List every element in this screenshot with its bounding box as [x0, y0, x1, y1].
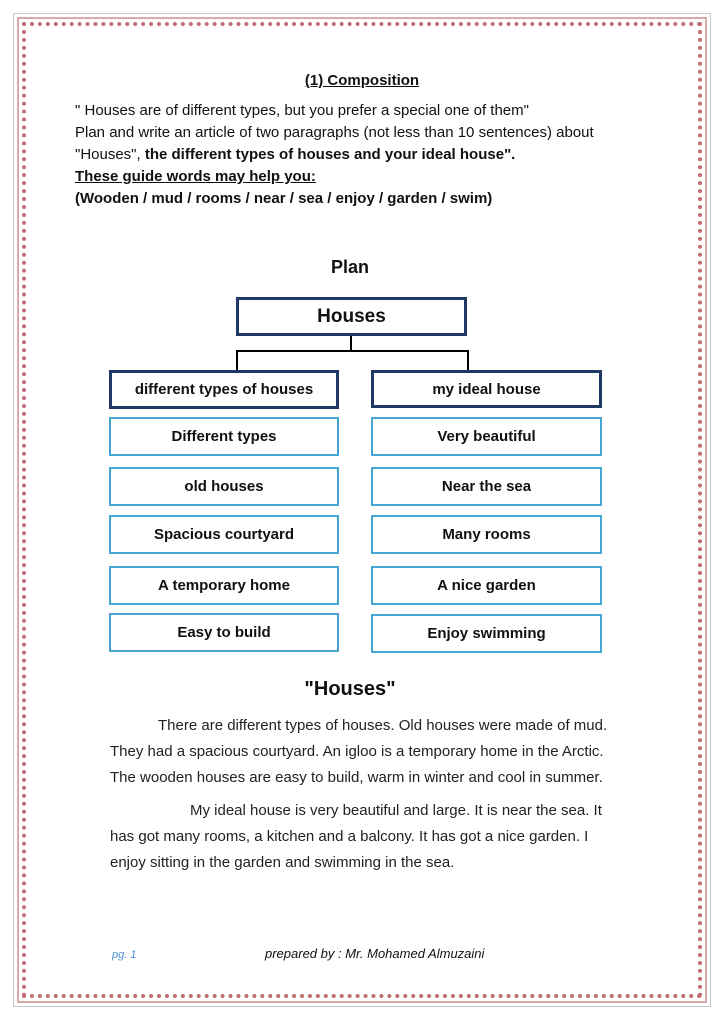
- connector-stem: [350, 336, 352, 351]
- guide-heading: These guide words may help you:: [75, 168, 316, 185]
- instruction-topic-bold: the different types of houses and your ideal house".: [144, 146, 516, 163]
- instructions: [75, 100, 665, 210]
- left-item-2: old houses: [109, 467, 339, 506]
- right-item-3: Many rooms: [371, 515, 602, 554]
- essay-body: [110, 713, 610, 876]
- left-item-5: Easy to build: [109, 613, 339, 652]
- left-item-1: Different types: [109, 417, 339, 456]
- connector-right: [467, 350, 469, 370]
- left-branch-header: different types of houses: [109, 370, 339, 409]
- right-item-1: Very beautiful: [371, 417, 602, 456]
- instruction-topic: [75, 144, 665, 166]
- left-item-3: Spacious courtyard: [109, 515, 339, 554]
- essay-title: "Houses": [304, 678, 396, 700]
- right-item-5: Enjoy swimming: [371, 614, 602, 653]
- author-credit: prepared by : Mr. Mohamed Almuzaini: [265, 946, 485, 961]
- right-item-4: A nice garden: [371, 566, 602, 605]
- right-item-2: Near the sea: [371, 467, 602, 506]
- guide-words: (Wooden / mud / rooms / near / sea / enjoy / garden / swim): [75, 190, 493, 207]
- right-branch-header: my ideal house: [371, 370, 602, 408]
- plan-root-box: Houses: [236, 297, 467, 336]
- page-number: pg. 1: [112, 949, 137, 961]
- instruction-quote: " Houses are of different types, but you prefer a special one of them": [75, 102, 529, 119]
- connector-bar: [236, 350, 469, 352]
- plan-title: Plan: [330, 257, 369, 277]
- instruction-topic-normal: "Houses",: [75, 146, 145, 163]
- essay-paragraph-2: My ideal house is very beautiful and large. It is near the sea. It has got many rooms, a kitchen and a balcony. It has got a nice garden. I enjoy sitting in the garden and swimming in the sea.: [110, 802, 602, 871]
- instruction-task: Plan and write an article of two paragraphs (not less than 10 sentences) about: [75, 124, 594, 141]
- composition-title: (1) Composition: [304, 72, 420, 89]
- left-item-4: A temporary home: [109, 566, 339, 605]
- connector-left: [236, 350, 238, 370]
- essay-paragraph-1: There are different types of houses. Old houses were made of mud. They had a spacious courtyard. An igloo is a temporary home in the Arctic. The wooden houses are easy to build, warm in winter and cool in summer.: [110, 717, 608, 786]
